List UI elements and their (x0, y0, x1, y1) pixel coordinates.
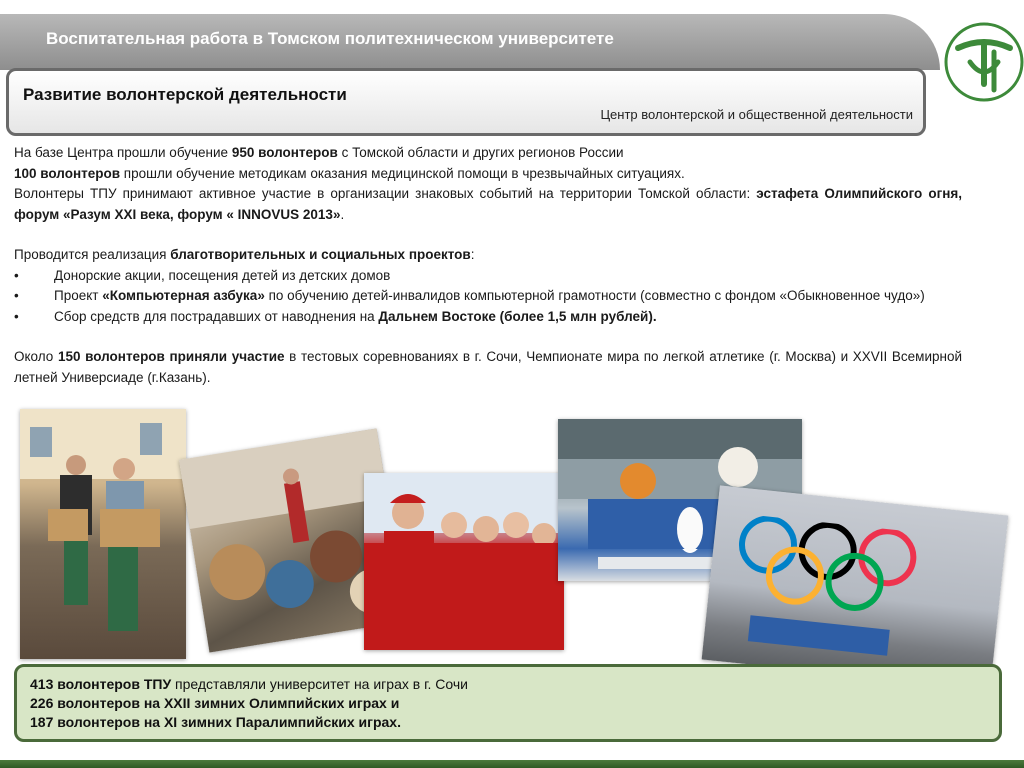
paragraph-projects (14, 245, 962, 266)
volunteers-carrying-boxes-photo (20, 409, 186, 659)
header-banner (0, 14, 940, 70)
text-run: Донорские акции, посещения детей из детских домов (54, 267, 391, 283)
stats-line-sochi (30, 675, 468, 694)
footer-bar (0, 760, 1024, 768)
stats-line-paralympics (30, 713, 468, 732)
body-text (14, 143, 962, 388)
bold-run: 100 волонтеров (14, 165, 121, 181)
text-run: Около (14, 349, 58, 364)
bold-run: 187 волонтеров на XI зимних Паралимпийских играх. (30, 714, 401, 730)
volunteer-stats-box (14, 664, 1002, 742)
section-heading: Развитие волонтерской деятельности (23, 85, 347, 104)
bold-run: «Компьютерная азбука» (102, 288, 265, 303)
stats-line-olympics (30, 694, 468, 713)
paragraph-training (14, 143, 962, 164)
section-subheading: Центр волонтерской и общественной деятельности (600, 107, 913, 122)
paragraph-medical (14, 164, 962, 185)
list-item (14, 266, 962, 287)
spacer (14, 327, 962, 347)
bold-run: 226 волонтеров на XXII зимних Олимпийских играх и (30, 695, 400, 711)
text-run: прошли обучение методикам оказания медицинской помощи в чрезвычайных ситуациях. (120, 165, 685, 181)
list-item (14, 286, 962, 307)
bold-run: 150 волонтеров приняли участие (57, 349, 285, 364)
list-item (14, 307, 962, 328)
text-run: в тестовых соревнованиях в г. Сочи, Чемпионате мира по легкой атлетике (г. Москва) и XXVII Всемирной летней Универсиаде (г.Казань). (14, 349, 963, 385)
text-run: Сбор средств для пострадавших от наводнения на (54, 308, 379, 324)
projects-list (14, 266, 962, 328)
text-run: Проект (54, 288, 103, 303)
bold-run: 413 волонтеров ТПУ (30, 676, 172, 692)
text-run: по обучению детей-инвалидов компьютерной грамотности (совместно с фондом «Обыкновенное чудо») (264, 288, 925, 303)
paragraph-events (14, 184, 962, 225)
olympic-rings-volunteers-photo (702, 485, 1009, 689)
volunteer-team-red-uniforms-photo (364, 473, 564, 650)
text-run: На базе Центра прошли обучение (14, 145, 232, 160)
section-header-box (6, 68, 926, 136)
text-run: Волонтеры ТПУ принимают активное участие в организации знаковых событий на территории Томской области: (14, 186, 757, 201)
text-run: представляли университет на играх в г. Сочи (171, 676, 468, 692)
page-title: Воспитательная работа в Томском политехническом университете (46, 29, 614, 48)
bold-run: 950 волонтеров (231, 145, 338, 160)
text-run: с Томской области и других регионов России (337, 145, 624, 160)
bold-run: благотворительных и социальных проектов (170, 247, 471, 262)
text-run: . (340, 206, 345, 222)
text-run: Проводится реализация (14, 247, 171, 262)
bold-run: эстафета Олимпийского огня, форум «Разум XXI века, форум « INNOVUS 2013» (14, 186, 962, 222)
paragraph-sochi (14, 347, 962, 388)
tpu-logo-icon (944, 22, 1024, 102)
text-run: : (470, 247, 475, 262)
stats-lines (30, 675, 468, 732)
bold-run: Дальнем Востоке (более 1,5 млн рублей). (378, 308, 657, 324)
spacer (14, 225, 962, 245)
